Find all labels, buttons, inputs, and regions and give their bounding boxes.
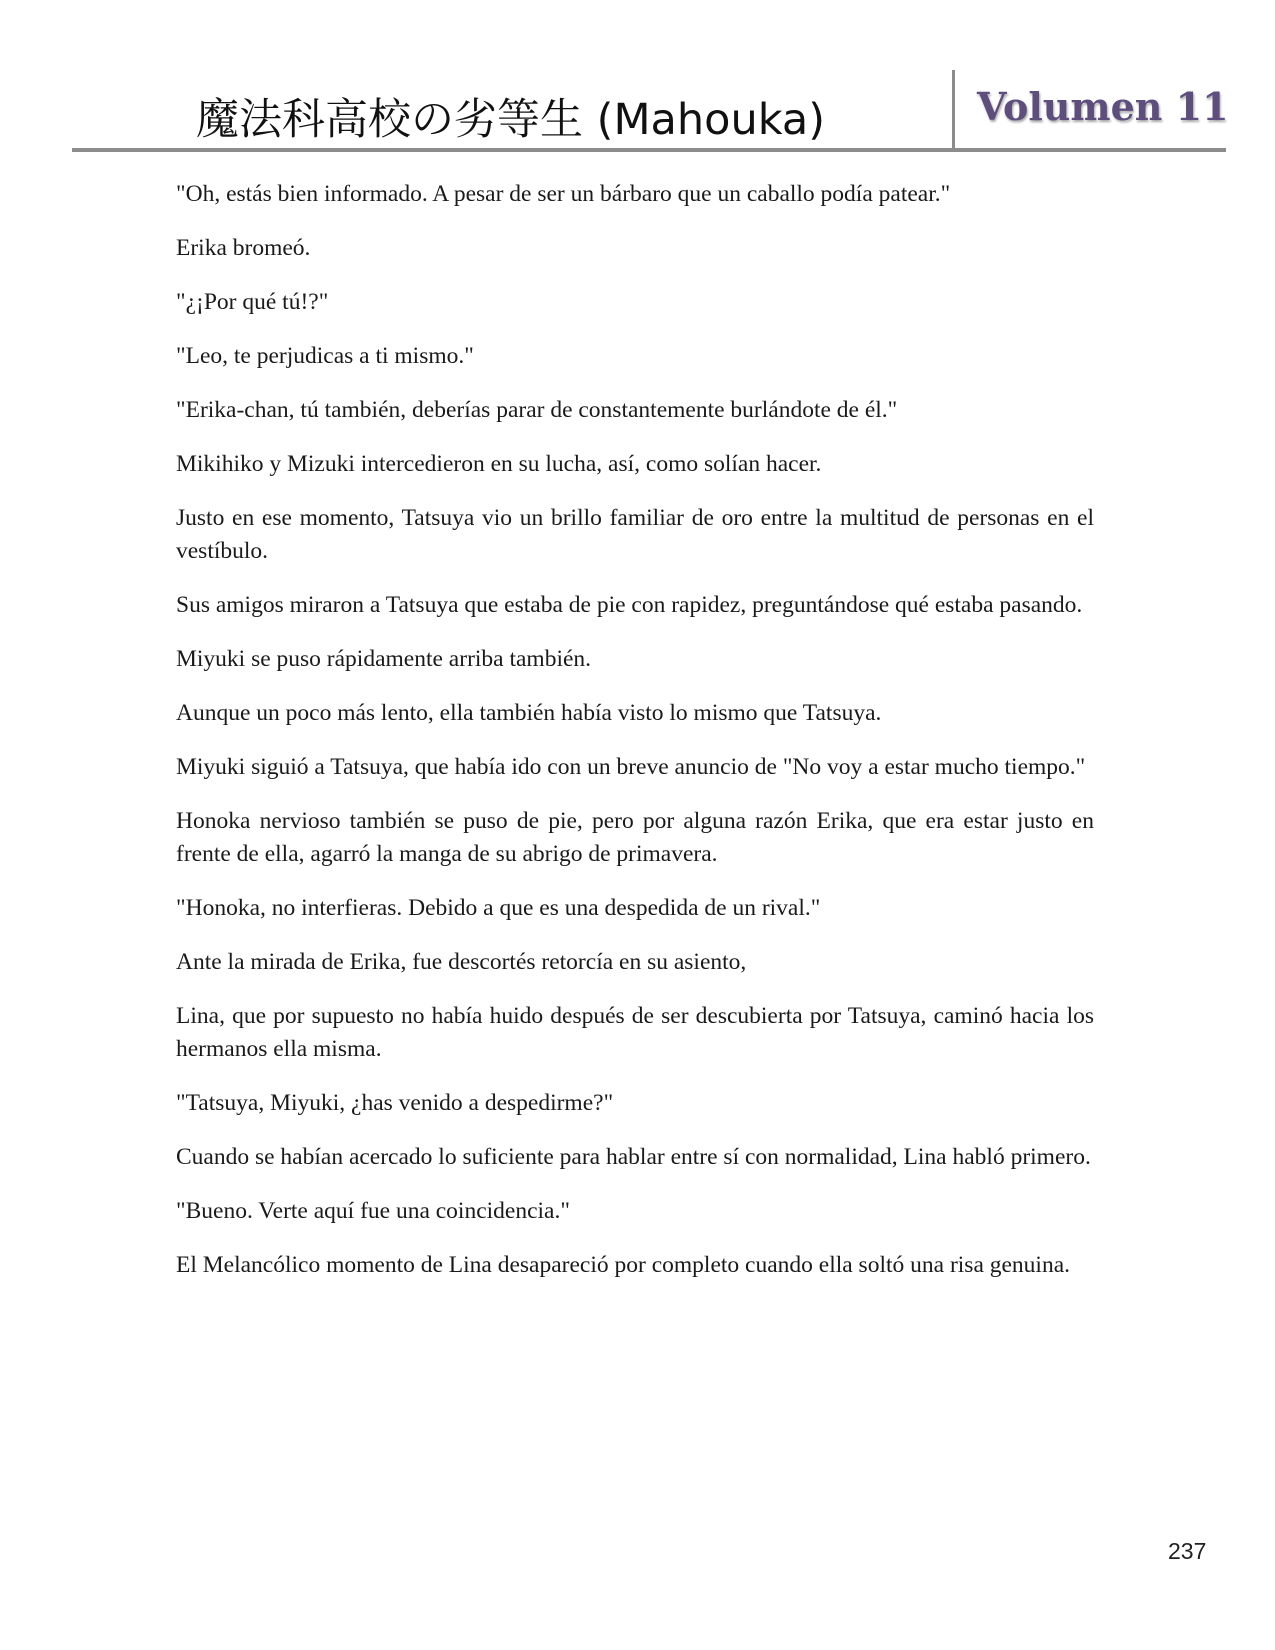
paragraph: "Tatsuya, Miyuki, ¿has venido a despedirme?" <box>176 1090 614 1116</box>
paragraph: Erika bromeó. <box>176 235 311 261</box>
paragraph: "Honoka, no interfieras. Debido a que es una despedida de un rival." <box>176 895 821 921</box>
paragraph: El Melancólico momento de Lina desapareció por completo cuando ella soltó una risa genuina. <box>176 1252 1071 1278</box>
paragraph: "¿¡Por qué tú!?" <box>176 289 329 315</box>
paragraph: "Leo, te perjudicas a ti mismo." <box>176 343 474 369</box>
paragraph: Miyuki se puso rápidamente arriba también. <box>176 646 592 672</box>
book-title: 魔法科高校の劣等生 (Mahouka) <box>196 95 825 145</box>
header-divider <box>952 70 955 150</box>
paragraph: Justo en ese momento, Tatsuya vio un brillo familiar de oro entre la multitud de personas en el vestíbulo. <box>176 505 1094 564</box>
page-number: 237 <box>1168 1538 1207 1564</box>
volume-label: Volumen 11 <box>977 84 1229 129</box>
paragraph: "Oh, estás bien informado. A pesar de ser un bárbaro que un caballo podía patear." <box>176 181 951 207</box>
paragraph: Miyuki siguió a Tatsuya, que había ido con un breve anuncio de "No voy a estar mucho tiempo." <box>176 754 1086 780</box>
paragraph: "Erika-chan, tú también, deberías parar de constantemente burlándote de él." <box>176 397 898 423</box>
paragraph: "Bueno. Verte aquí fue una coincidencia." <box>176 1198 570 1224</box>
paragraph: Honoka nervioso también se puso de pie, pero por alguna razón Erika, que era estar justo en frente de ella, agarró la manga de su abrigo de primavera. <box>176 808 1094 867</box>
paragraph: Mikihiko y Mizuki intercedieron en su lucha, así, como solían hacer. <box>176 451 822 477</box>
paragraph: Ante la mirada de Erika, fue descortés retorcía en su asiento, <box>176 949 747 975</box>
header-rule <box>72 148 1226 152</box>
paragraph: Lina, que por supuesto no había huido después de ser descubierta por Tatsuya, caminó hacia los hermanos ella misma. <box>176 1003 1094 1062</box>
body-text <box>176 178 1094 1303</box>
paragraph: Cuando se habían acercado lo suficiente para hablar entre sí con normalidad, Lina habló primero. <box>176 1144 1091 1170</box>
paragraph: Aunque un poco más lento, ella también había visto lo mismo que Tatsuya. <box>176 700 882 726</box>
page-header <box>72 70 1229 150</box>
paragraph: Sus amigos miraron a Tatsuya que estaba de pie con rapidez, preguntándose qué estaba pasando. <box>176 592 1083 618</box>
